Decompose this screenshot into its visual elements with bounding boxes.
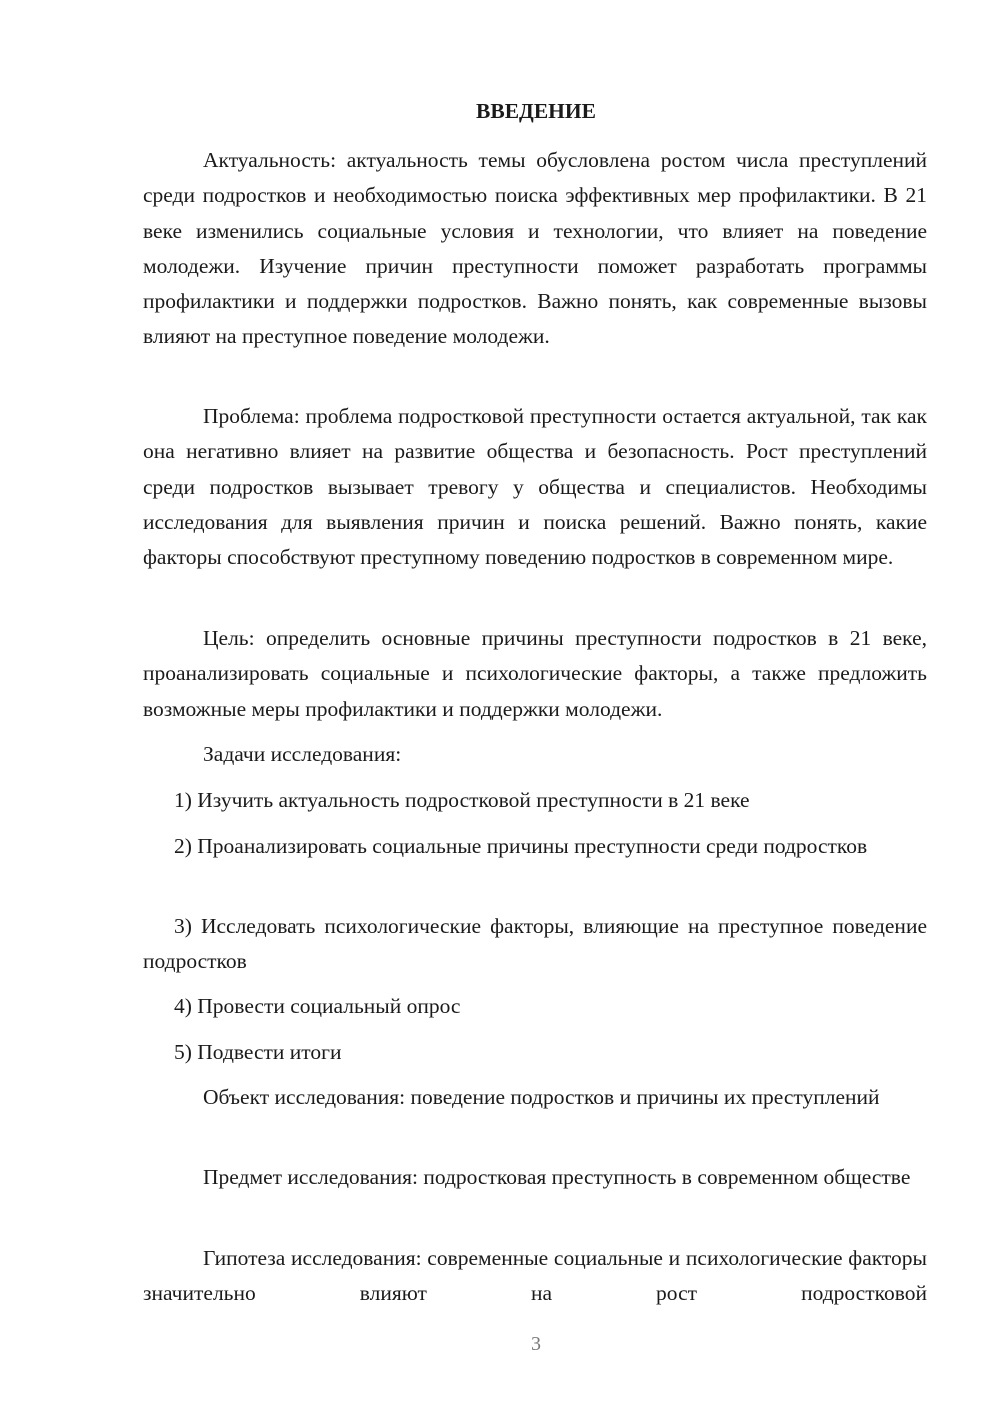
- list-item: 5) Подвести итоги: [174, 1040, 342, 1064]
- paragraph-text: Проблема: проблема подростковой преступности остается актуальной, так как она негативно влияет на развитие общества и безопасность. Рост преступлений среди подростков вызывает тревогу у общества и специалистов. Необходимы исследования для выявления причин и поиска решений. Важно понять, какие факторы способствуют преступному поведению подростков в современном мире.: [143, 404, 927, 570]
- task-item-5: [143, 1035, 927, 1070]
- paragraph-text: Актуальность: актуальность темы обусловлена ростом числа преступлений среди подростков и необходимостью поиска эффективных мер профилактики. В 21 веке изменились социальные условия и технологии, что влияет на поведение молодежи. Изучение причин преступности поможет разработать программы профилактики и поддержки подростков. Важно понять, как современные вызовы влияют на преступное поведение молодежи.: [143, 148, 927, 349]
- task-item-1: [143, 783, 927, 818]
- tasks-heading-text: Задачи исследования:: [203, 742, 402, 766]
- paragraph-text: Гипотеза исследования: современные социальные и психологические факторы значительно влияют на рост подростковой: [143, 1246, 927, 1306]
- paragraph-hypothesis: [143, 1241, 927, 1312]
- list-item: 2) Проанализировать социальные причины преступности среди подростков: [174, 834, 868, 858]
- paragraph-object: [143, 1080, 927, 1115]
- page-title: ВВЕДЕНИЕ: [476, 99, 596, 123]
- list-item: 1) Изучить актуальность подростковой преступности в 21 веке: [174, 788, 750, 812]
- tasks-heading: [143, 737, 927, 772]
- paragraph-text: Предмет исследования: подростковая преступность в современном обществе: [203, 1165, 911, 1189]
- list-item: 3) Исследовать психологические факторы, влияющие на преступное поведение подростков: [143, 914, 927, 974]
- paragraph-text: Объект исследования: поведение подростков и причины их преступлений: [203, 1085, 880, 1109]
- task-item-3: [143, 909, 927, 980]
- task-item-4: [143, 989, 927, 1024]
- paragraph-text: Цель: определить основные причины преступности подростков в 21 веке, проанализировать социальные и психологические факторы, а также предложить возможные меры профилактики и поддержки молодежи.: [143, 626, 927, 721]
- paragraph-subject: [143, 1160, 927, 1195]
- list-item: 4) Провести социальный опрос: [174, 994, 461, 1018]
- task-item-2: [143, 829, 927, 864]
- page-number: 3: [531, 1333, 541, 1355]
- paragraph-relevance: [143, 143, 927, 355]
- paragraph-goal: [143, 621, 927, 727]
- paragraph-problem: [143, 399, 927, 575]
